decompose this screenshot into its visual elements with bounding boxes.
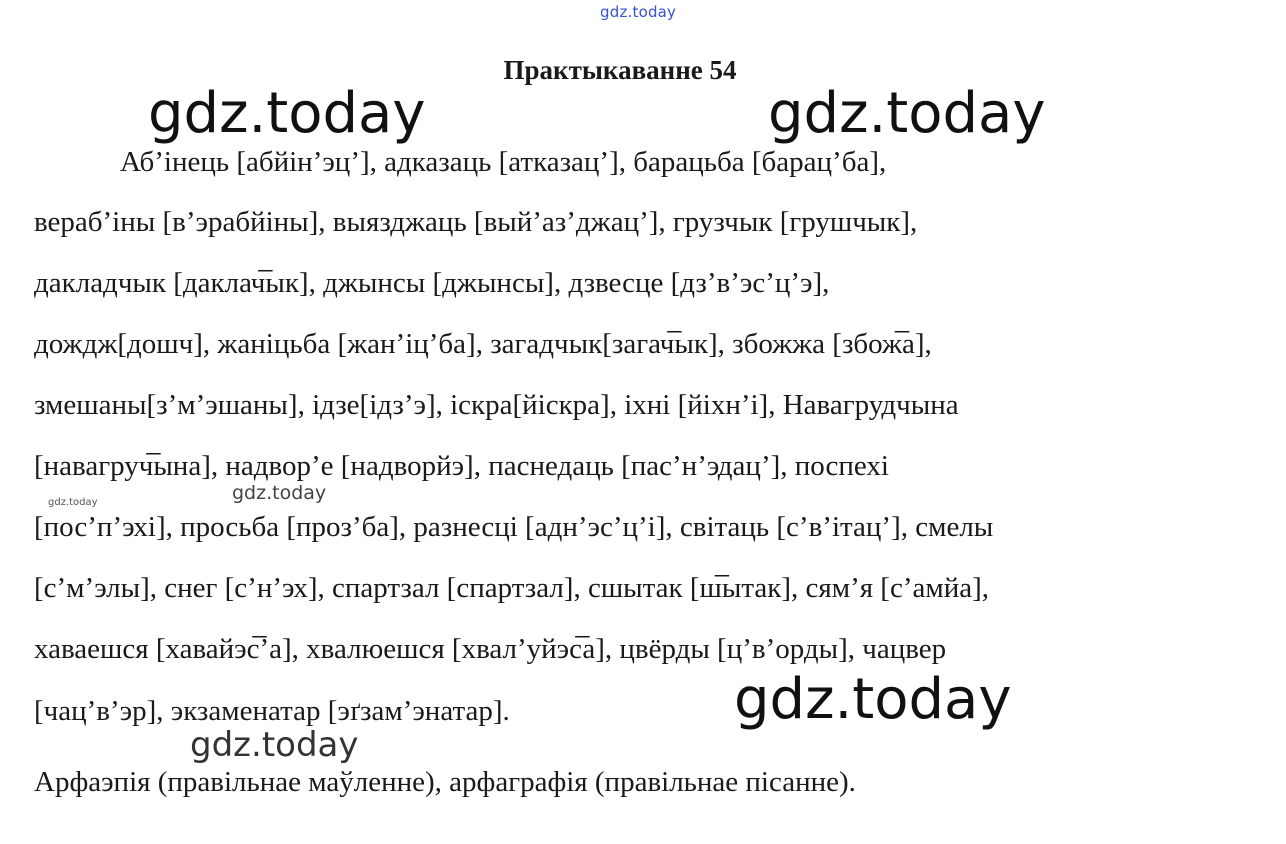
text-line-9: хаваешся [хавайэс̅’а], хвалюешся [хвал’уйэс̅а], цвёрды [ц’в’орды], чацвер [34,633,947,665]
watermark-small-1: gdz.today [232,482,327,504]
text-line-4: дождж[дошч], жаніцьба [жан’іц’ба], загадчык[загач̅ык], збожжа [збож̅а], [34,328,932,360]
text-line-6: [навагруч̅ына], надвор’е [надворйэ], паснедаць [пас’н’эдац’], поспехі [34,450,889,482]
text-line-8: [с’м’элы], снег [с’н’эх], спартзал [спартзал], сшытак [ш̅ытак], сям’я [с’амйа], [34,572,990,604]
watermark-big-1: gdz.today [148,81,426,146]
exercise-title: Практыкаванне 54 [503,55,737,85]
text-line-3: дакладчык [даклач̅ык], джынсы [джынсы], дзвесце [дз’в’эс’ц’э], [34,267,830,299]
text-line-10: [чац’в’эр], экзаменатар [эґзам’энатар]. [34,695,510,727]
text-line-11: Арфаэпія (правільнае маўленне), арфаграфія (правільнае пісанне). [34,766,856,798]
text-line-7: [пос’п’эхі], просьба [проз’ба], разнесці [адн’эс’ц’і], світаць [с’в’ітац’], смелы [34,511,994,543]
watermark-big-3: gdz.today [734,667,1012,732]
text-line-2: вераб’іны [в’эрабйіны], выязджаць [вый’аз’джац’], грузчык [грушчык], [34,206,918,238]
text-line-1: Аб’інець [абйін’эц’], адказаць [атказац’], барацьба [барац’ба], [120,146,887,178]
watermark-big-2: gdz.today [768,81,1046,146]
site-link[interactable]: gdz.today [600,3,677,21]
text-line-5: змешаны[з’м’эшаны], ідзе[ідз’э], іскра[йіскра], іхні [йіхн’і], Навагрудчына [34,389,959,421]
watermark-mid-1: gdz.today [190,725,359,765]
watermark-tiny-1: gdz.today [48,497,98,508]
